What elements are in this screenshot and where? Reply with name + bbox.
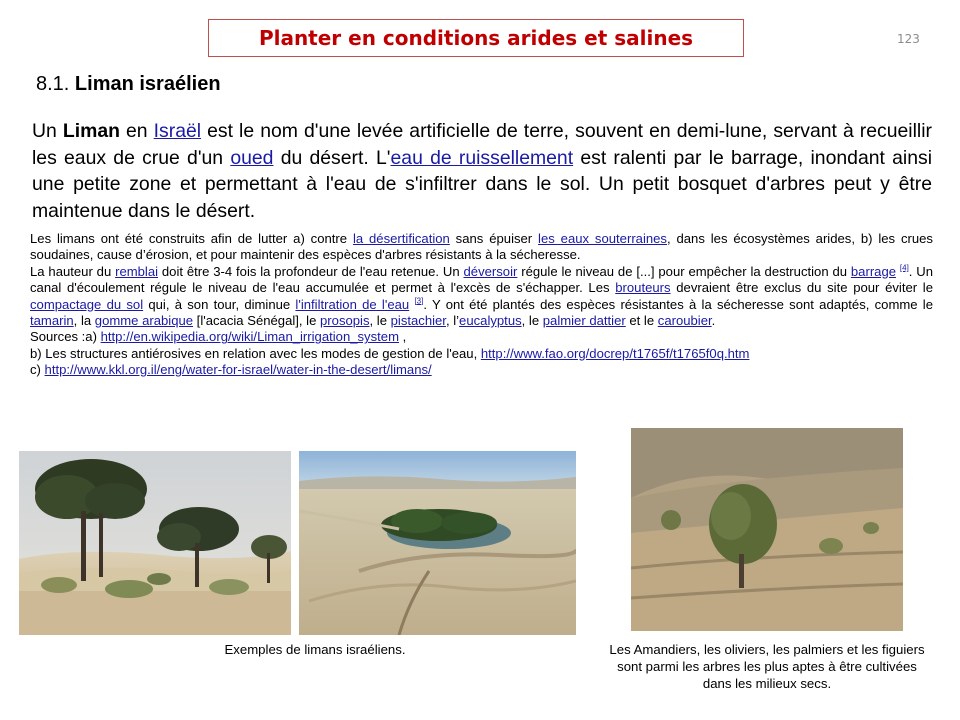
paragraph-construction (30, 264, 933, 330)
link-gomme-arabique[interactable]: gomme arabique (94, 313, 194, 329)
link-palmier-dattier[interactable]: palmier dattier (542, 313, 626, 329)
text: La hauteur du (30, 263, 116, 279)
liman-photo-2 (299, 451, 576, 635)
link-eaux-souterraines[interactable]: les eaux souterraines (538, 231, 667, 246)
text: et le (625, 313, 658, 329)
text: c) (30, 362, 45, 378)
text: devraient être exclus du site pour éviter le (670, 280, 933, 296)
liman-photo-1 (19, 451, 291, 635)
title-box (208, 19, 744, 57)
link-desertification[interactable]: la désertification (352, 231, 450, 246)
link-barrage[interactable]: barrage (850, 263, 897, 279)
section-number: 8.1. (36, 73, 70, 95)
link-pistachier[interactable]: pistachier (390, 313, 446, 329)
section-heading (36, 73, 221, 96)
link-oued[interactable]: oued (230, 146, 274, 169)
paragraph-objectives (30, 231, 933, 264)
link-caroubier[interactable]: caroubier (657, 313, 712, 329)
text: , la (73, 313, 95, 329)
caption-orchard-photo: Les Amandiers, les oliviers, les palmiers et les figuiers sont parmi les arbres les plus aptes à être cultivées dans les milieux secs. (609, 642, 925, 691)
text: [l'acacia Sénégal], le (193, 313, 321, 329)
orchard-photo (631, 428, 903, 631)
text: qui, à son tour, diminue (143, 296, 296, 312)
text: . Un canal d'écoulement régule le niveau de l'eau accumulée et permet à l'excès de s'échapper. Les (30, 263, 934, 296)
source-a (30, 329, 933, 345)
link-remblai[interactable]: remblai (115, 263, 159, 279)
text: , le (521, 313, 543, 329)
text: , l’ (445, 313, 460, 329)
text: Les limans ont été construits afin de lutter a) contre (30, 231, 353, 246)
text: . (711, 313, 716, 329)
caption-liman-photos: Exemples de limans israéliens. (224, 642, 406, 657)
link-israel[interactable]: Israël (153, 120, 202, 142)
link-infiltration-eau[interactable]: l'infiltration de l'eau (295, 296, 410, 312)
source-b (30, 346, 933, 362)
link-prosopis[interactable]: prosopis (320, 313, 370, 329)
reference-4-link[interactable]: [4] (899, 263, 909, 273)
text: doit être 3-4 fois la profondeur de l'eau retenue. Un (158, 263, 464, 279)
link-eau-ruissellement[interactable]: eau de ruissellement (390, 146, 574, 169)
source-c (30, 362, 933, 378)
lead-text: est le nom d'une levée artificielle de terre, souvent en demi-lune, servant à recueillir les eaux de crue d'un (32, 120, 932, 169)
text: . Y ont été plantés des espèces résistantes à la sécheresse sont adaptés, comme le (423, 296, 933, 312)
lead-text: est ralenti par le barrage, inondant ainsi une petite zone et permettant à l'eau de s'infiltrer dans le sol. Un petit bosquet d'arbres peut y être maintenue dans le désert. (32, 146, 933, 222)
lead-term-liman: Liman (62, 120, 120, 142)
link-deversoir[interactable]: déversoir (463, 263, 518, 279)
link-compactage-du-sol[interactable]: compactage du sol (30, 296, 144, 312)
body-text (30, 231, 933, 379)
reference-3-link[interactable]: [3] (414, 296, 424, 306)
link-brouteurs[interactable]: brouteurs (615, 280, 671, 296)
lead-text: Un (32, 120, 63, 142)
text: b) Les structures antiérosives en relation avec les modes de gestion de l'eau, (30, 345, 481, 361)
page-number: 123 (897, 32, 920, 46)
text: Sources :a) (30, 329, 101, 345)
source-b-link[interactable]: http://www.fao.org/docrep/t1765f/t1765f0q.htm (480, 345, 750, 361)
lead-text: en (119, 120, 154, 142)
text: , le (369, 313, 391, 329)
section-title: Liman israélien (74, 73, 221, 95)
lead-text: du désert. L' (273, 146, 391, 169)
link-eucalyptus[interactable]: eucalyptus (459, 313, 522, 329)
lead-paragraph (32, 118, 932, 224)
source-c-link[interactable]: http://www.kkl.org.il/eng/water-for-israel/water-in-the-desert/limans/ (44, 362, 432, 378)
text: , (398, 329, 407, 345)
text: sans épuiser (449, 231, 539, 246)
text: , dans les écosystèmes arides, b) les crues soudaines, cause d’érosion, et pour maintenir des espèces d'arbres résistants à la sécheresse. (30, 231, 933, 263)
text: régule le niveau de [...] pour empêcher la destruction du (517, 263, 851, 279)
page-title: Planter en conditions arides et salines (258, 26, 694, 50)
link-tamarin[interactable]: tamarin (30, 313, 74, 329)
source-a-link[interactable]: http://en.wikipedia.org/wiki/Liman_irrigation_system (100, 329, 399, 345)
